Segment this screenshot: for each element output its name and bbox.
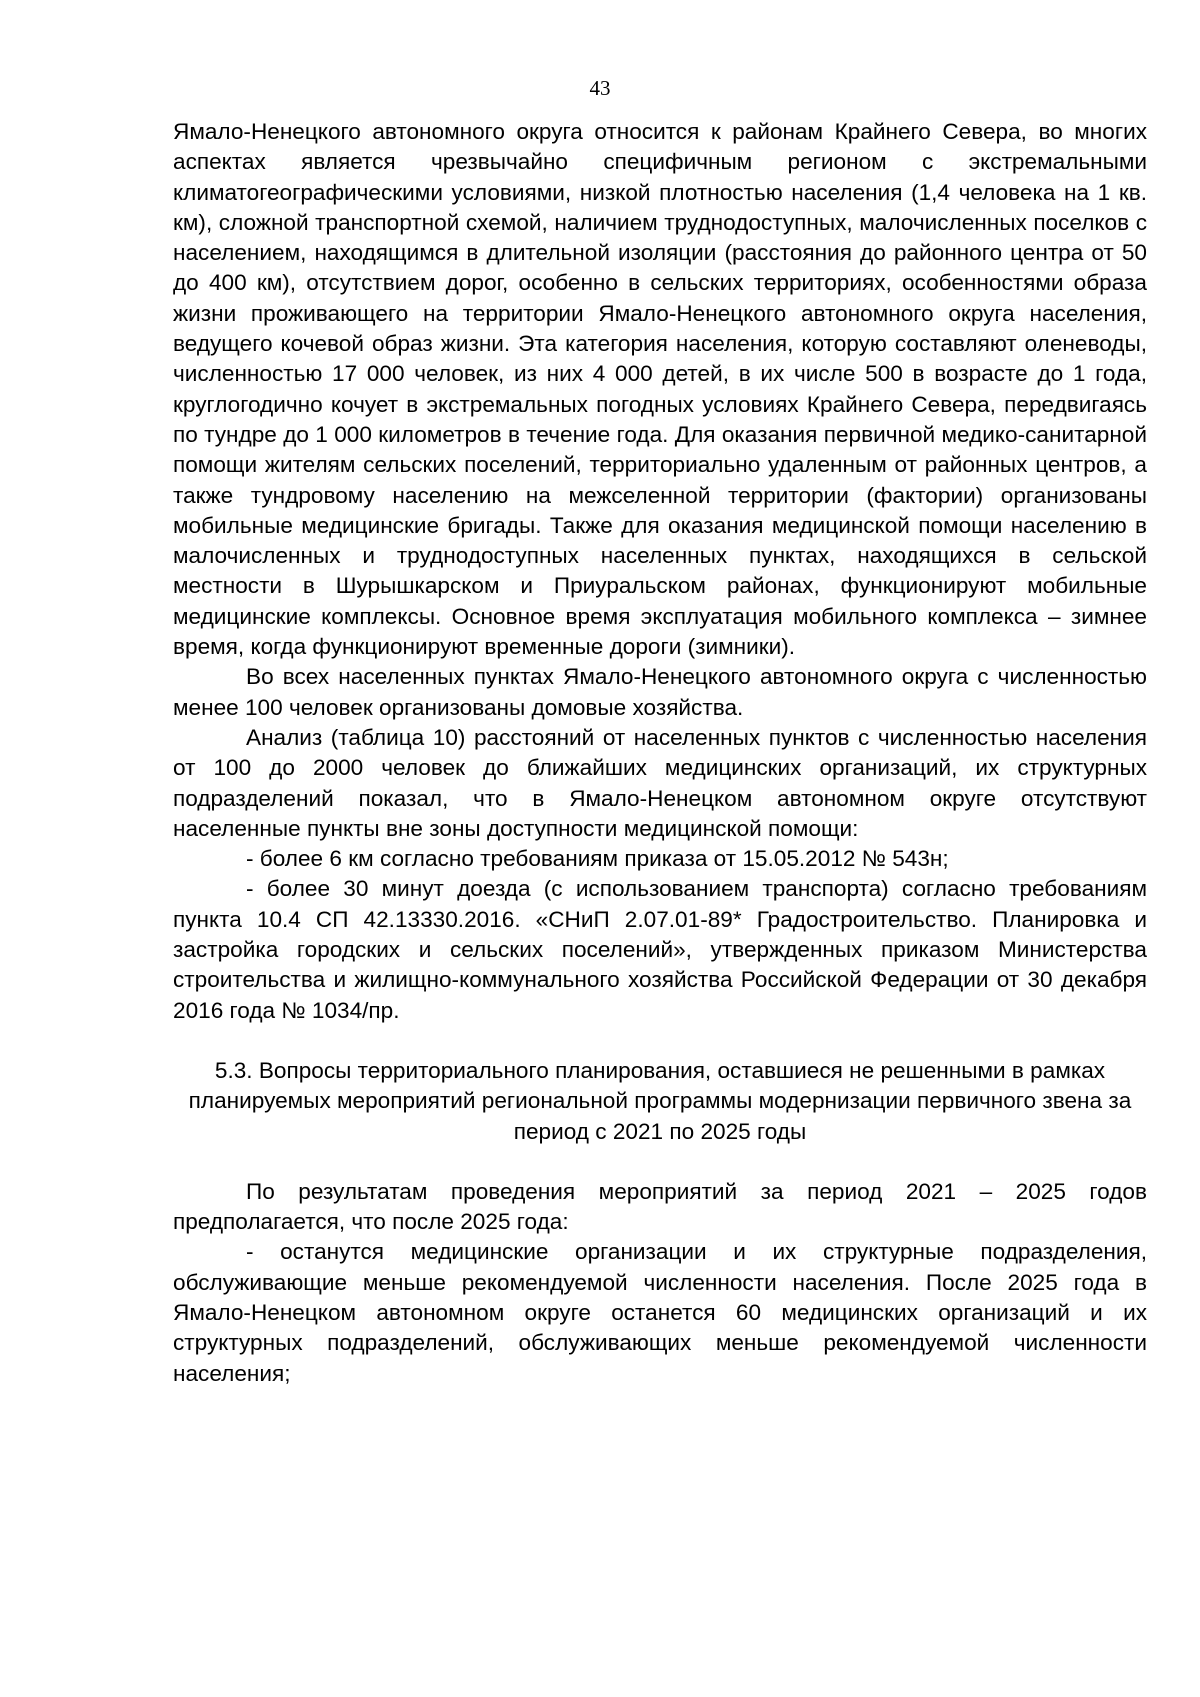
paragraph-far-north-overview: Ямало-Ненецкого автономного округа относится к районам Крайнего Севера, во многих аспектах является чрезвычайно специфичным регионом с экстремальными климатогеографическими условиями, низкой плотностью населения (1,4 человека на 1 кв. км), сложной транспортной схемой, наличием труднодоступных, малочисленных поселков с населением, находящимся в длительной изоляции (расстояния до районного центра от 50 до 400 км), отсутствием дорог, особенно в сельских территориях, особенностями образа жизни проживающего на территории Ямало-Ненецкого автономного округа населения, ведущего кочевой образ жизни. Эта категория населения, которую составляют оленеводы, численностью 17 000 человек, из них 4 000 детей, в их числе 500 в возрасте до 1 года, круглогодично кочует в экстремальных погодных условиях Крайнего Севера, передвигаясь по тундре до 1 000 километров в течение года. Для оказания первичной медико-санитарной помощи жителям сельских поселений, территориально удаленным от районных центров, а также тундровому населению на межселенной территории (фактории) организованы мобильные медицинские бригады. Также для оказания медицинской помощи населению в малочисленных и труднодоступных населенных пунктах, находящихся в сельской местности в Шурышкарском и Приуральском районах, функционируют мобильные медицинские комплексы. Основное время эксплуатация мобильного комплекса – зимнее время, когда функционируют временные дороги (зимники). — [173, 119, 1147, 660]
paragraph-results-after-2025: По результатам проведения мероприятий за период 2021 – 2025 годов предполагается, что после 2025 года: — [173, 1178, 1147, 1235]
page-number: 43 — [589, 76, 611, 100]
paragraph-distance-analysis: Анализ (таблица 10) расстояний от населенных пунктов с численностью населения от 100 до 2000 человек до ближайших медицинских организаций, их структурных подразделений показал, что в Ямало-Ненецком автономном округе отсутствуют населенные пункты вне зоны доступности медицинской помощи: — [173, 724, 1147, 841]
document-body — [173, 117, 1147, 1389]
list-item-remaining-organizations: - останутся медицинские организации и их структурные подразделения, обслуживающие меньше рекомендуемой численности населения. После 2025 года в Ямало-Ненецком автономном округе останется 60 медицинских организаций и их структурных подразделений, обслуживающих меньше рекомендуемой численности населения; — [173, 1239, 1147, 1386]
paragraph-household-settlements: Во всех населенных пунктах Ямало-Ненецкого автономного округа с численностью менее 100 человек организованы домовые хозяйства. — [173, 664, 1147, 720]
section-heading: 5.3. Вопросы территориального планирования, оставшиеся не решенными в рамках планируемых мероприятий региональной программы модернизации первичного звена за период с 2021 по 2025 годы — [188, 1057, 1132, 1144]
list-item-distance-criterion: - более 6 км согласно требованиям приказа от 15.05.2012 № 543н; — [246, 846, 949, 872]
list-item-travel-time-criterion: - более 30 минут доезда (с использованием транспорта) согласно требованиям пункта 10.4 СП 42.13330.2016. «СНиП 2.07.01-89* Градостроительство. Планировка и застройка городских и сельских поселений», утвержденных приказом Министерства строительства и жилищно-коммунального хозяйства Российской Федерации от 30 декабря 2016 года № 1034/пр. — [173, 876, 1147, 1023]
